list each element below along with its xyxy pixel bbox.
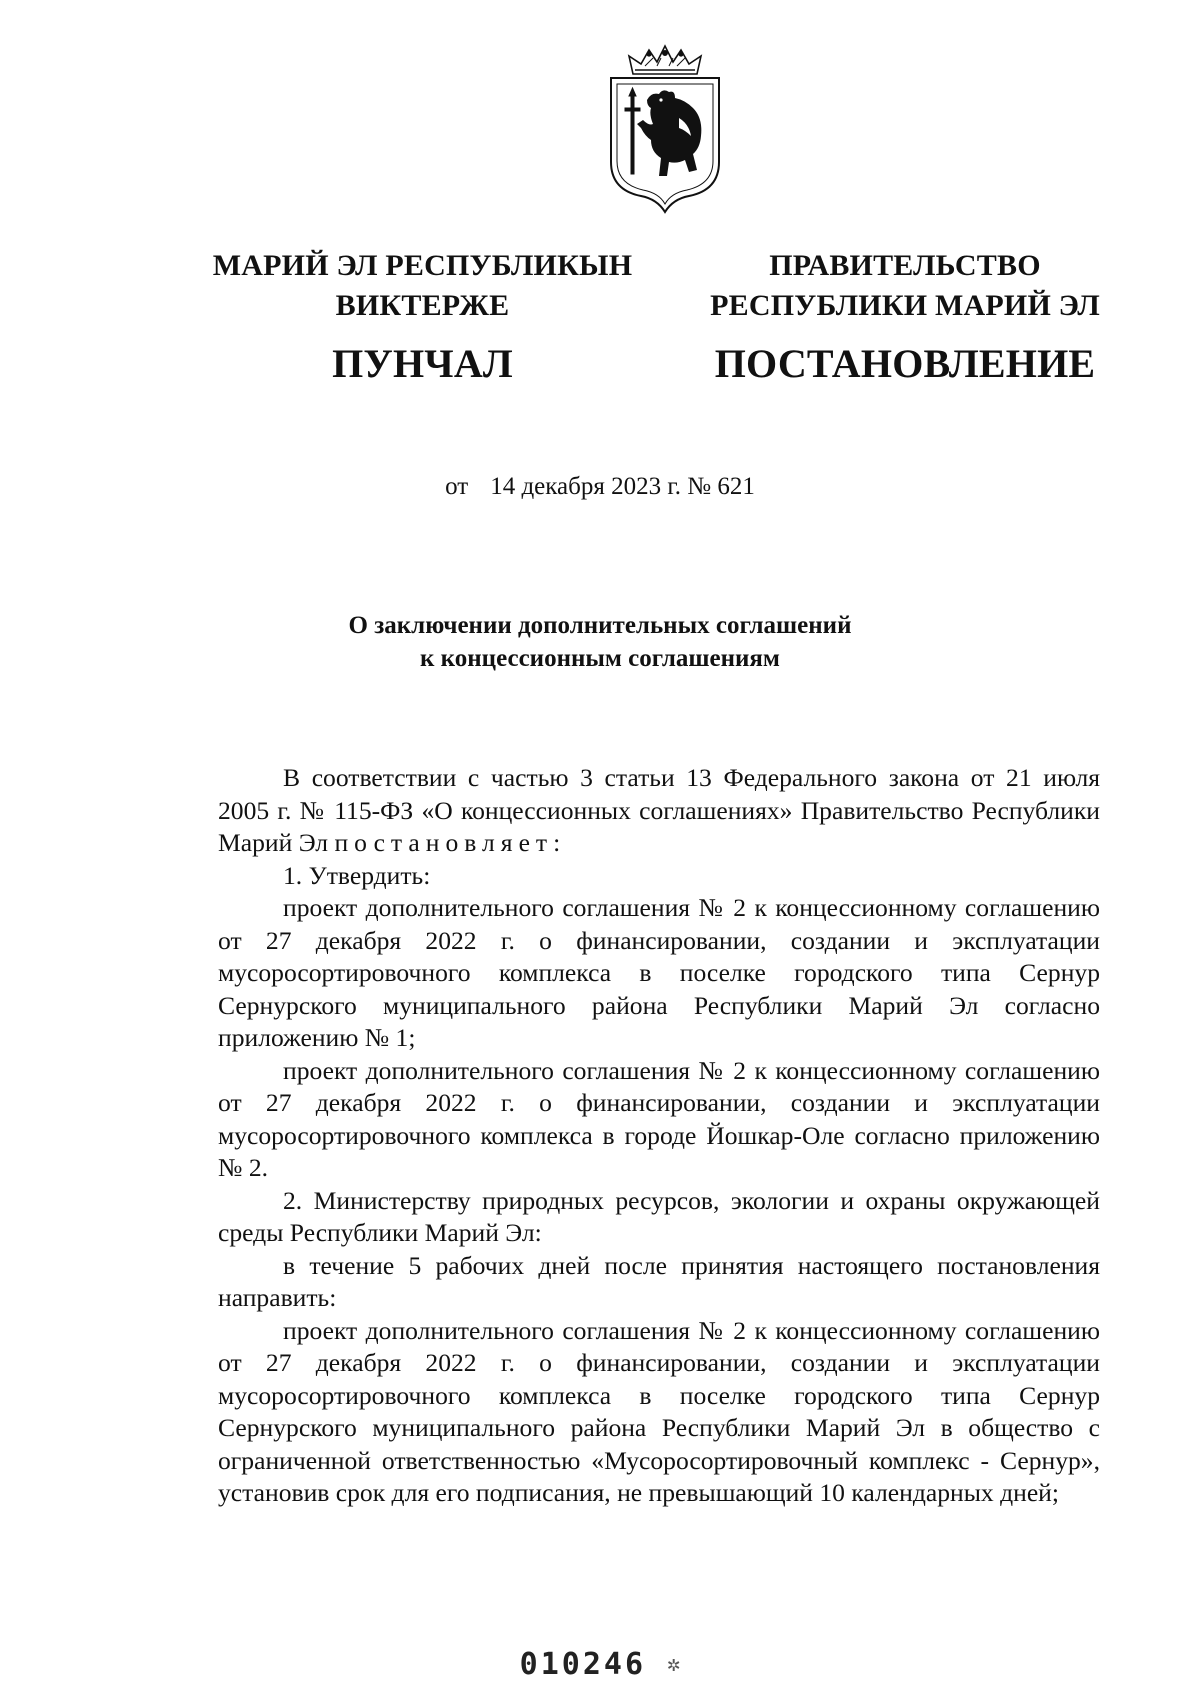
date-prefix: от <box>445 473 469 500</box>
document-body <box>218 762 1100 1510</box>
document-date: 14 декабря 2023 г. <box>490 473 682 500</box>
header-mari-doc-type: ПУНЧАЛ <box>332 341 513 386</box>
header-russian-doc-type: ПОСТАНОВЛЕНИЕ <box>714 341 1096 386</box>
form-serial-number <box>0 1647 1200 1682</box>
header-russian-column <box>690 246 1120 388</box>
item-1-heading: 1. Утвердить: <box>283 860 431 890</box>
document-number: № 621 <box>687 473 755 500</box>
decree-word: постановляет: <box>334 828 567 857</box>
asterisk-mark-icon: ✲ <box>667 1652 681 1677</box>
title-line1: О заключении дополнительных соглашений <box>348 612 852 639</box>
title-line2: к концессионным соглашениям <box>420 645 780 672</box>
header-mari-line1: МАРИЙ ЭЛ РЕСПУБЛИКЫН <box>212 249 633 282</box>
item-2-paragraph-b: проект дополнительного соглашения № 2 к концессионному соглашению от 27 декабря 2022 г. о финансировании, создании и эксплуатации мусоросортировочного комплекса в поселке городского типа Сернур Сернурского муниципального района Республики Марий Эл в общество с ограниченной ответственностью «Мусоросортировочный комплекс - Сернур», установив срок для его подписания, не превышающий 10 календарных дней; <box>218 1315 1100 1507</box>
item-2-heading: 2. Министерству природных ресурсов, экологии и охраны окружающей среды Республики Марий Эл: <box>218 1185 1100 1247</box>
header-mari-line2: ВИКТЕРЖЕ <box>335 289 510 322</box>
date-number-line <box>0 471 1200 503</box>
intro-text: В соответствии с частью 3 статьи 13 Федерального закона от 21 июля 2005 г. № 115-ФЗ «О концессионных соглашениях» Правительство Республики Марий Эл <box>218 763 1100 857</box>
coat-of-arms-emblem-icon <box>604 44 726 216</box>
intro-paragraph <box>218 762 1100 860</box>
document-title <box>0 609 1200 675</box>
header-russian-line1: ПРАВИТЕЛЬСТВО <box>769 249 1041 282</box>
header-mari-column <box>200 246 645 388</box>
item-1-paragraph-a: проект дополнительного соглашения № 2 к концессионному соглашению от 27 декабря 2022 г. о финансировании, создании и эксплуатации мусоросортировочного комплекса в поселке городского типа Сернур Сернурского муниципального района Республики Марий Эл согласно приложению № 1; <box>218 893 1100 1052</box>
header-russian-line2: РЕСПУБЛИКИ МАРИЙ ЭЛ <box>710 289 1100 322</box>
item-1-paragraph-b: проект дополнительного соглашения № 2 к концессионному соглашению от 27 декабря 2022 г. о финансировании, создании и эксплуатации мусоросортировочного комплекса в городе Йошкар-Оле согласно приложению № 2. <box>218 1055 1100 1182</box>
serial-number: 010246 <box>519 1647 647 1682</box>
item-2-paragraph-a: в течение 5 рабочих дней после принятия настоящего постановления направить: <box>218 1250 1100 1312</box>
